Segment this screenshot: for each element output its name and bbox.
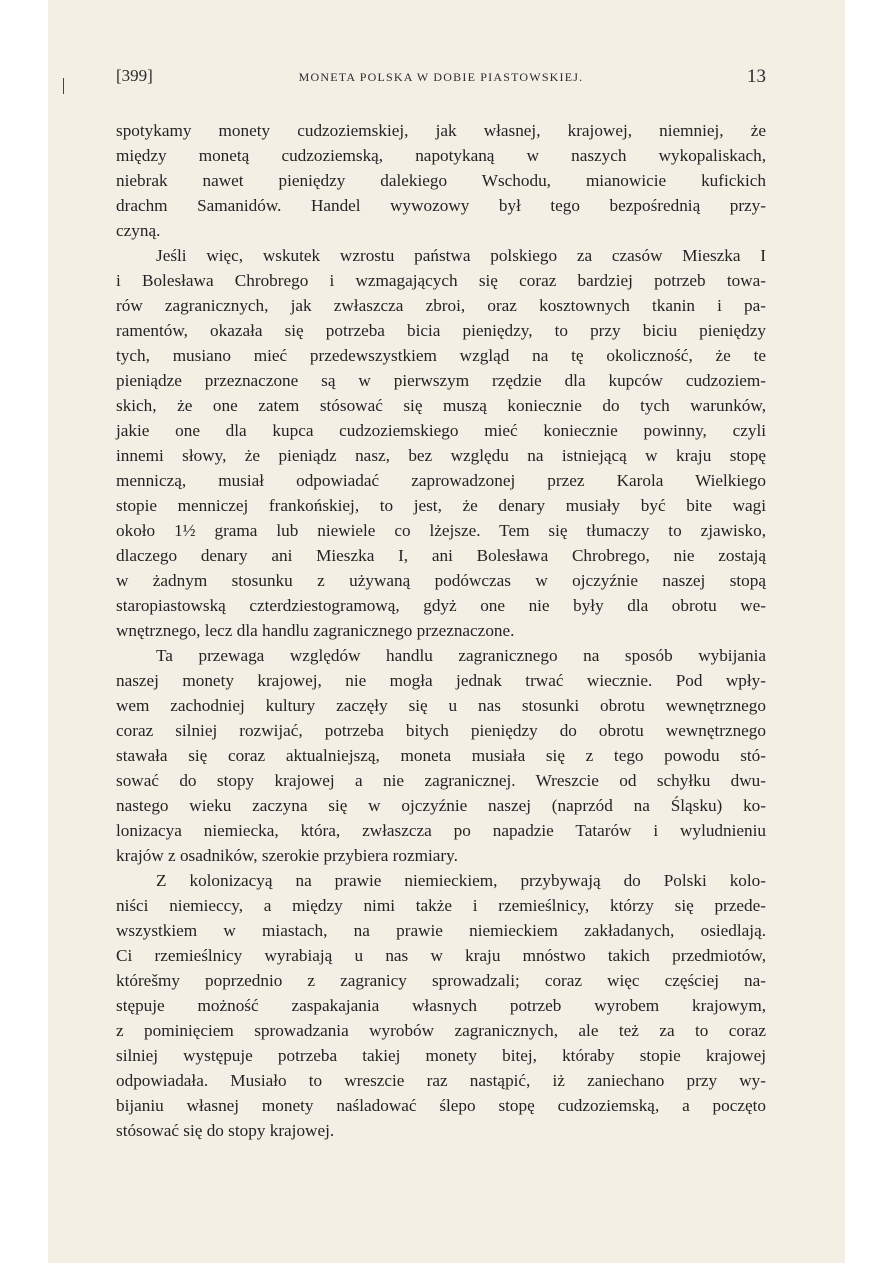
text-line: lonizacya niemiecka, która, zwłaszcza po napadzie Tatarów i wyludnieniu bbox=[116, 821, 766, 840]
text-line: około 1½ grama lub niewiele co lżejsze. Tem się tłumaczy to zjawisko, bbox=[116, 521, 766, 540]
page-number: 13 bbox=[747, 66, 766, 87]
text-line: niści niemieccy, a między nimi także i rzemieślnicy, którzy się przede- bbox=[116, 896, 766, 915]
text-line: i Bolesława Chrobrego i wzmagających się coraz bardziej potrzeb towa- bbox=[116, 271, 766, 290]
text-line: nastego wieku zaczyna się w ojczyźnie naszej (naprzód na Śląsku) ko- bbox=[116, 796, 766, 815]
text-line: Jeśli więc, wskutek wzrostu państwa polskiego za czasów Mieszka I bbox=[156, 246, 766, 265]
text-line: spotykamy monety cudzoziemskiej, jak własnej, krajowej, niemniej, że bbox=[116, 121, 766, 140]
text-line: innemi słowy, że pieniądz nasz, bez względu na istniejącą w kraju stopę bbox=[116, 446, 766, 465]
text-line: tych, musiano mieć przedewszystkiem wzgląd na tę okoliczność, że te bbox=[116, 346, 766, 365]
text-line: bijaniu własnej monety naśladować ślepo stopę cudzoziemską, a poczęto bbox=[116, 1096, 766, 1115]
text-line: którešmy poprzednio z zagranicy sprowadzali; coraz więc częściej na- bbox=[116, 971, 766, 990]
text-line: wem zachodniej kultury zaczęły się u nas stosunki obrotu wewnętrznego bbox=[116, 696, 766, 715]
text-line: wnętrznego, lecz dla handlu zagranicznego przeznaczone. bbox=[116, 621, 515, 640]
text-line: drachm Samanidów. Handel wywozowy był tego bezpośrednią przy- bbox=[116, 196, 766, 215]
text-line: stępuje możność zaspakajania własnych potrzeb wyrobem krajowym, bbox=[116, 996, 766, 1015]
text-line: ramentów, okazała się potrzeba bicia pieniędzy, to przy biciu pieniędzy bbox=[116, 321, 766, 340]
text-line: krajów z osadników, szerokie przybiera rozmiary. bbox=[116, 846, 458, 865]
page-header bbox=[116, 66, 766, 90]
text-line: odpowiadała. Musiało to wreszcie raz nastąpić, iż zaniechano przy wy- bbox=[116, 1071, 766, 1090]
text-line: staropiastowską czterdziestogramową, gdyż one nie były dla obrotu we- bbox=[116, 596, 766, 615]
text-line: naszej monety krajowej, nie mogła jednak trwać wiecznie. Pod wpły- bbox=[116, 671, 766, 690]
text-line: stopie menniczej frankońskiej, to jest, że denary musiały być bite wagi bbox=[116, 496, 766, 515]
text-line: menniczą, musiał odpowiadać zaprowadzonej przez Karola Wielkiego bbox=[116, 471, 766, 490]
text-line: pieniądze przeznaczone są w pierwszym rzędzie dla kupców cudzoziem- bbox=[116, 371, 766, 390]
text-line: stósować się do stopy krajowej. bbox=[116, 1121, 335, 1140]
text-line: Ci rzemieślnicy wyrabiają u nas w kraju mnóstwo takich przedmiotów, bbox=[116, 946, 766, 965]
text-line: niebrak nawet pieniędzy dalekiego Wschodu, mianowicie kufickich bbox=[116, 171, 766, 190]
text-line: stawała się coraz aktualniejszą, moneta musiała się z tego powodu stó- bbox=[116, 746, 766, 765]
text-line: wszystkiem w miastach, na prawie niemieckiem zakładanych, osiedlają. bbox=[116, 921, 766, 940]
text-line: między monetą cudzoziemską, napotykaną w naszych wykopaliskach, bbox=[116, 146, 766, 165]
text-line: jakie one dla kupca cudzoziemskiego mieć koniecznie powinny, czyli bbox=[116, 421, 766, 440]
text-line: z pominięciem sprowadzania wyrobów zagranicznych, ale też za to coraz bbox=[116, 1021, 766, 1040]
text-line: Ta przewaga względów handlu zagranicznego na sposób wybijania bbox=[156, 646, 766, 665]
text-line: silniej występuje potrzeba takiej monety bitej, któraby stopie krajowej bbox=[116, 1046, 766, 1065]
text-line: w żadnym stosunku z używaną podówczas w ojczyźnie naszej stopą bbox=[116, 571, 766, 590]
text-line: Z kolonizacyą na prawie niemieckiem, przybywają do Polski kolo- bbox=[156, 871, 766, 890]
text-line: rów zagranicznych, jak zwłaszcza zbroi, oraz kosztownych tkanin i pa- bbox=[116, 296, 766, 315]
original-page-reference: [399] bbox=[116, 66, 153, 85]
text-line: sować do stopy krajowej a nie zagranicznej. Wreszcie od schyłku dwu- bbox=[116, 771, 766, 790]
body-text bbox=[116, 118, 766, 1143]
text-line: dlaczego denary ani Mieszka I, ani Bolesława Chrobrego, nie zostają bbox=[116, 546, 766, 565]
running-title: MONETA POLSKA W DOBIE PIASTOWSKIEJ. bbox=[298, 70, 584, 84]
text-line: skich, że one zatem stósować się muszą koniecznie do tych warunków, bbox=[116, 396, 766, 415]
text-line: coraz silniej rozwijać, potrzeba bitych pieniędzy do obrotu wewnętrznego bbox=[116, 721, 766, 740]
margin-line-mark bbox=[63, 78, 64, 94]
text-line: czyną. bbox=[116, 221, 161, 240]
